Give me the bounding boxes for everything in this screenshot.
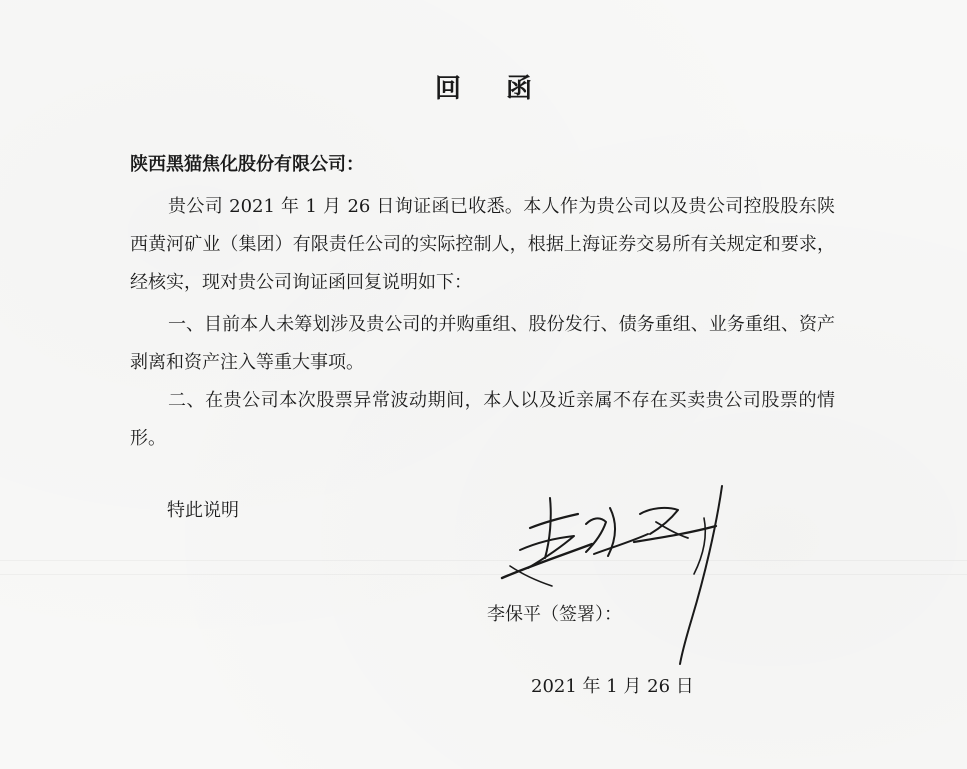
document-title: 回 函 xyxy=(434,74,551,104)
handwritten-signature xyxy=(490,478,750,668)
document-date: 2021 年 1 月 26 日 xyxy=(531,676,694,697)
scan-artifact-line xyxy=(0,560,967,561)
closing-remark: 特此说明 xyxy=(167,500,239,521)
salutation: 陕西黑猫焦化股份有限公司： xyxy=(130,154,364,175)
body-paragraph-3: 二、在贵公司本次股票异常波动期间，本人以及近亲属不存在买卖贵公司股票的情形。 xyxy=(130,390,835,449)
body-paragraph-2: 一、目前本人未筹划涉及贵公司的并购重组、股份发行、债务重组、业务重组、资产剥离和资产注入等重大事项。 xyxy=(130,314,835,373)
body-paragraph-1: 贵公司 2021 年 1 月 26 日询证函已收悉。本人作为贵公司以及贵公司控股股东陕西黄河矿业（集团）有限责任公司的实际控制人，根据上海证券交易所有关规定和要求，经核实，现对贵公司询证函回复说明如下： xyxy=(130,196,835,293)
scan-artifact-line xyxy=(0,574,967,575)
signature-label: 李保平（签署）： xyxy=(487,604,622,625)
